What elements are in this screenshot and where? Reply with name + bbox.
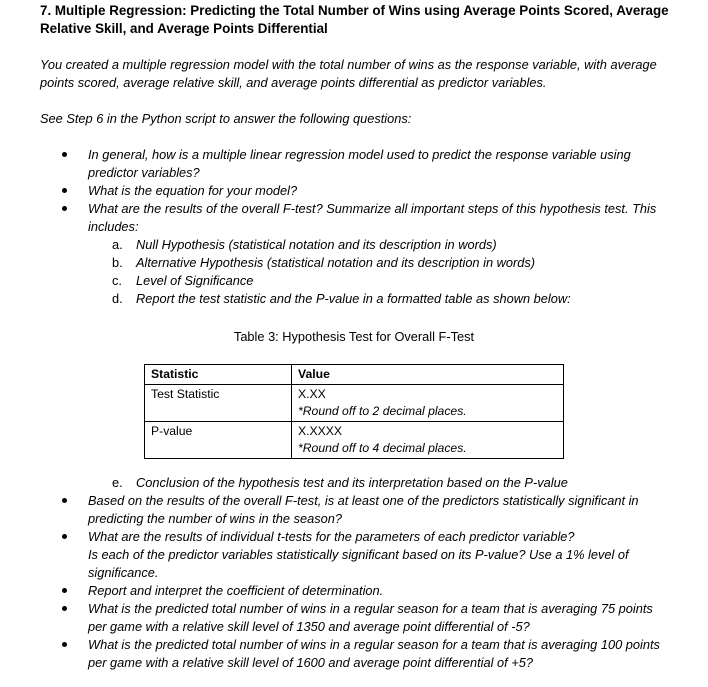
bullet-icon [62,188,67,193]
column-header: Statistic [145,365,292,385]
bullet-icon [62,588,67,593]
question-list-top [0,146,708,236]
bullet-icon [62,498,67,503]
ftest-steps-list [112,236,682,308]
list-item: Based on the results of the overall F-test, is at least one of the predictors statistically significant in predicting the number of wins in the season? [0,492,668,528]
list-item: e. Conclusion of the hypothesis test and its interpretation based on the P-value [112,475,568,490]
bullet-icon [62,606,67,611]
value-text: X.XXXX [298,424,343,438]
list-item: What is the equation for your model? [0,182,668,200]
follow-up-question: Is each of the predictor variables statistically significant based on its P-value? Use a 1% level of significance. [88,547,629,580]
value-cell [292,385,564,422]
bullet-icon [62,534,67,539]
statistic-cell: P-value [145,422,292,459]
table-header-row [145,365,564,385]
list-item: Report and interpret the coefficient of determination. [0,582,668,600]
hypothesis-test-table [144,364,564,459]
question-list-bottom [0,492,708,672]
list-item: d. Report the test statistic and the P-value in a formatted table as shown below: [112,291,571,306]
bullet-icon [62,152,67,157]
column-header: Value [292,365,564,385]
list-item: b. Alternative Hypothesis (statistical notation and its description in words) [112,255,536,270]
table-caption: Table 3: Hypothesis Test for Overall F-Test [233,329,475,344]
conclusion-step [112,474,682,492]
bullet-icon [62,642,67,647]
value-text: X.XX [298,387,326,401]
rounding-note: *Round off to 4 decimal places. [298,441,467,455]
intro-paragraph: You created a multiple regression model with the total number of wins as the response variable, with average points scored, average relative skill, and average points differential as predictor variables. [40,57,657,90]
value-cell [292,422,564,459]
list-item: In general, how is a multiple linear regression model used to predict the response variable using predictor variables? [0,146,668,182]
table-row [145,422,564,459]
list-item: a. Null Hypothesis (statistical notation and its description in words) [112,237,497,252]
bullet-icon [62,206,67,211]
instruction-line: See Step 6 in the Python script to answer the following questions: [40,111,412,126]
list-item: c. Level of Significance [112,273,254,288]
section-heading: 7. Multiple Regression: Predicting the Total Number of Wins using Average Points Scored, Average Relative Skill, and Average Points Differential [40,3,669,36]
table-row [145,385,564,422]
statistic-cell: Test Statistic [145,385,292,422]
list-item: What is the predicted total number of wins in a regular season for a team that is averaging 100 points per game with a relative skill level of 1600 and average point differential of +5? [0,636,668,672]
rounding-note: *Round off to 2 decimal places. [298,404,467,418]
list-item: What is the predicted total number of wins in a regular season for a team that is averaging 75 points per game with a relative skill level of 1350 and average point differential of -5? [0,600,668,636]
list-item: What are the results of individual t-tests for the parameters of each predictor variable? Is each of the predictor variables statistically significant based on its P-value? Use a 1% level of significance. [0,528,668,582]
list-item: What are the results of the overall F-test? Summarize all important steps of this hypothesis test. This includes: [0,200,668,236]
